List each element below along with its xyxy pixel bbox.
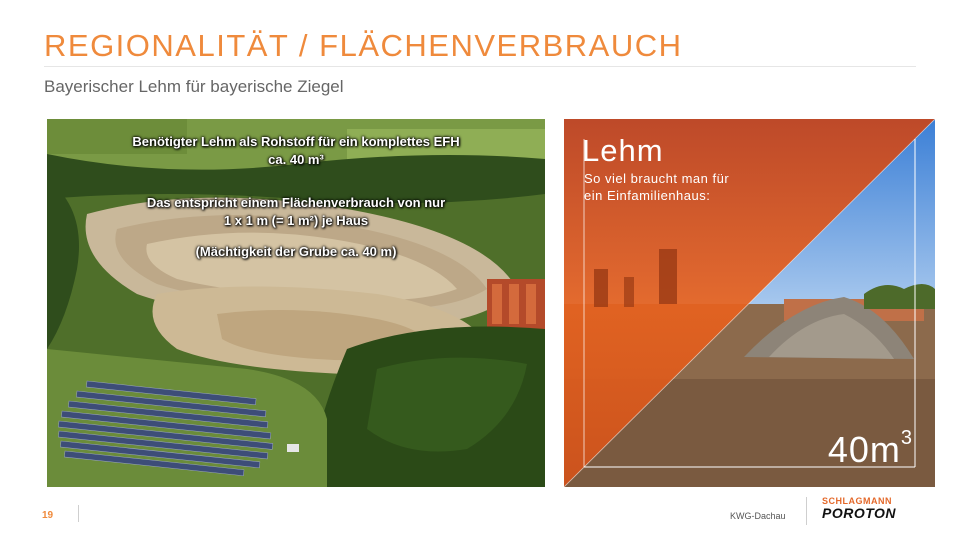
clay-subheading-line-1: So viel braucht man für [584, 171, 730, 186]
aerial-landscape-illustration [47, 119, 545, 487]
clay-volume-number: 40m [827, 429, 901, 470]
clay-volume-exponent: 3 [900, 427, 913, 449]
title-divider [44, 66, 916, 67]
clay-volume-line: ca. 40 m³ [268, 152, 324, 167]
footer-logo-divider [806, 497, 807, 525]
footer-divider [78, 505, 79, 522]
logo-brand-bottom: POROTON [822, 505, 897, 521]
land-use-text [47, 194, 545, 230]
clay-pit-aerial-photo [47, 119, 545, 487]
slide-title: REGIONALITÄT / FLÄCHENVERBRAUCH [44, 28, 683, 63]
clay-heading: Lehm [582, 133, 664, 168]
footer-organization: KWG-Dachau [730, 511, 786, 521]
pit-depth-text: (Mächtigkeit der Grube ca. 40 m) [195, 244, 397, 259]
clay-volume-label [828, 429, 913, 471]
clay-subheading-line-2: ein Einfamilienhaus: [584, 188, 711, 203]
page-number: 19 [42, 510, 54, 521]
land-area-line: 1 x 1 m (= 1 m²) je Haus [223, 213, 369, 228]
clay-promo-image [564, 119, 935, 487]
clay-subheading [584, 170, 729, 204]
land-use-line: Das entspricht einem Flächenverbrauch von nur [146, 195, 446, 210]
clay-requirement-text [47, 133, 545, 169]
schlagmann-poroton-logo [822, 496, 922, 522]
logo-brand-top: SCHLAGMANN [822, 496, 892, 506]
clay-requirement-line: Benötigter Lehm als Rohstoff für ein komplettes EFH [132, 134, 460, 149]
slide-subtitle: Bayerischer Lehm für bayerische Ziegel [44, 77, 344, 96]
